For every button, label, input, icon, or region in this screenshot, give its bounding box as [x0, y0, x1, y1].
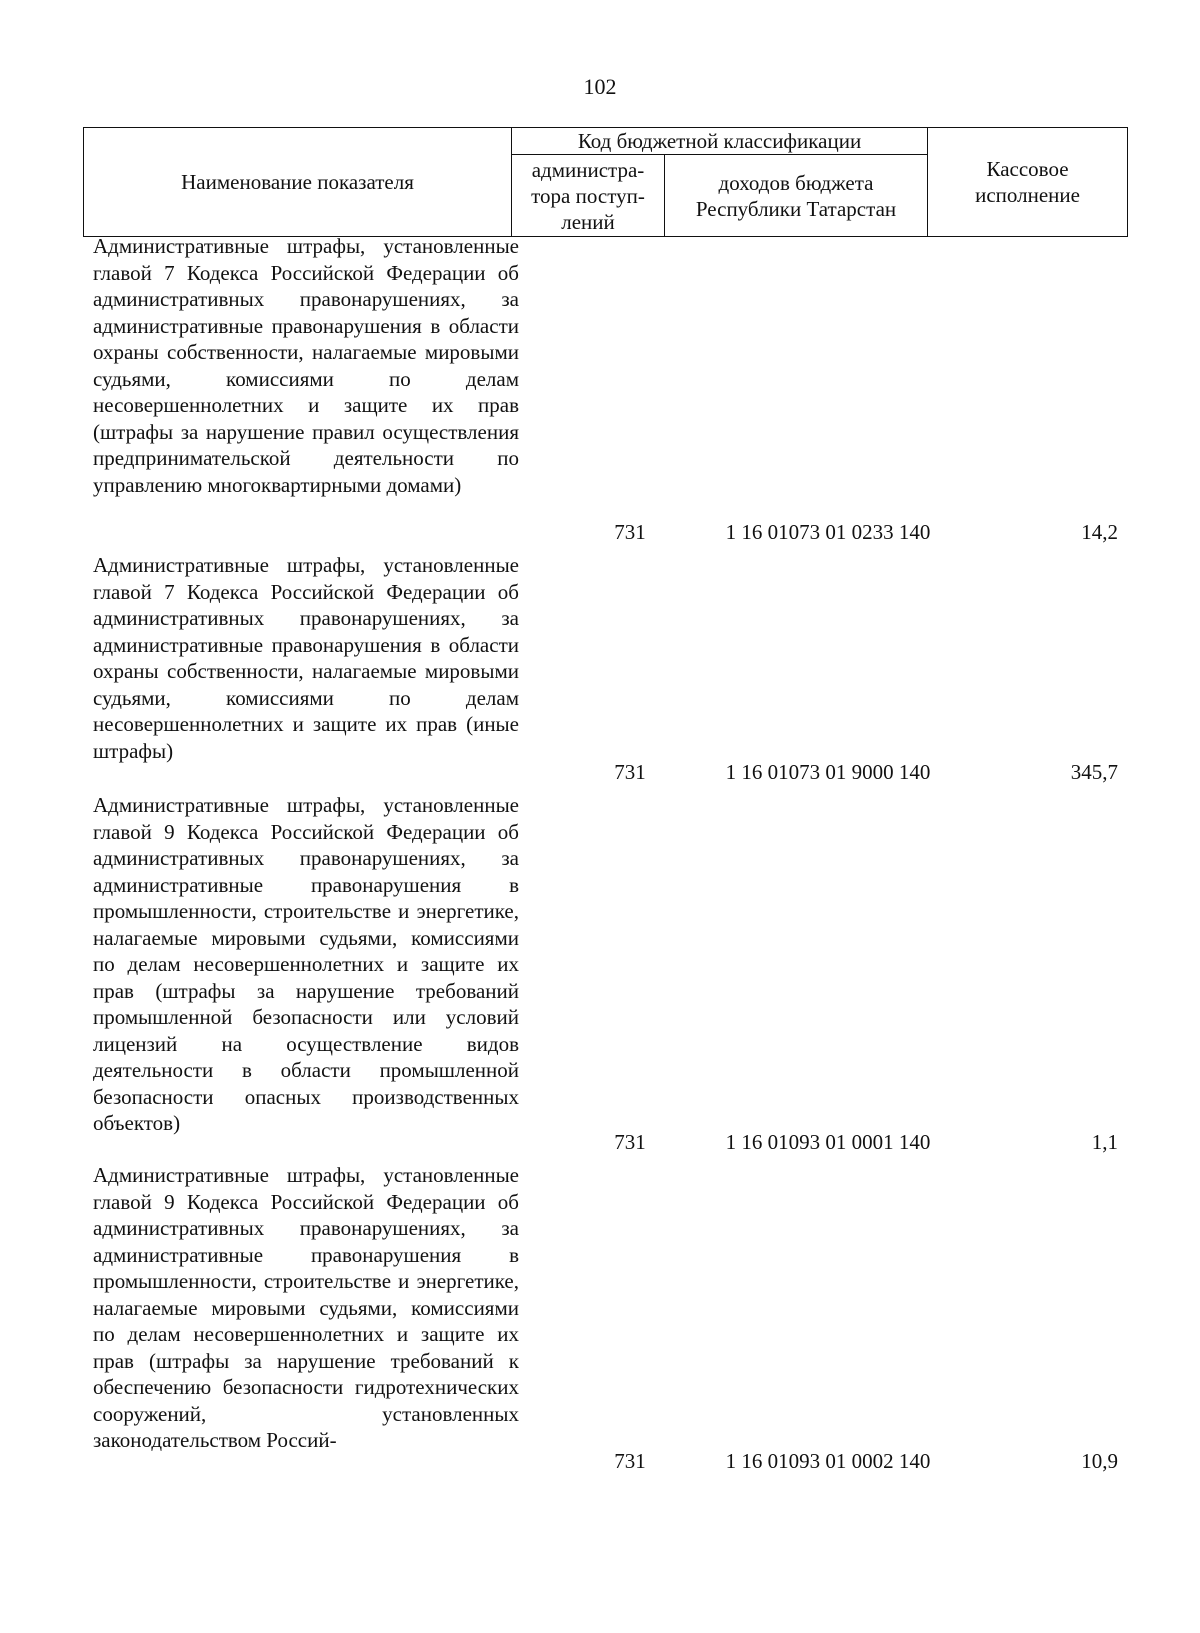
- page-number: 102: [583, 74, 617, 99]
- row-admin-code: 731: [614, 759, 646, 784]
- row-income-code: 1 16 01073 01 9000 140: [725, 759, 931, 784]
- row-name: Административные штрафы, установленные главой 9 Кодекса Российской Федерации об административных правонарушениях, за административные правонарушения в промышленности, строительстве и энергетике, налагаемые мировыми судьями, комиссиями по делам несовершеннолетних и защите их прав (штрафы за нарушение требований к обеспечению безопасности гидротехнических сооружений, установленных законодательством Россий-: [93, 1163, 519, 1452]
- row-admin-code: 731: [614, 519, 646, 544]
- row-name: Административные штрафы, установленные главой 9 Кодекса Российской Федерации об административных правонарушениях, за административные правонарушения в промышленности, строительстве и энергетике, налагаемые мировыми судьями, комиссиями по делам несовершеннолетних и защите их прав (штрафы за нарушение требований промышленной безопасности или условий лицензий на осуществление видов деятельности в области промышленной безопасности опасных производственных объектов): [93, 793, 519, 1135]
- column-group-budget-classification: Код бюджетной классификации: [512, 128, 928, 155]
- column-header-name: Наименование показателя: [84, 128, 512, 237]
- row-amount: 10,9: [1081, 1448, 1118, 1473]
- row-amount: 345,7: [1070, 759, 1118, 784]
- column-header-execution: Кассовое исполнение: [928, 128, 1128, 237]
- table-row: [93, 792, 1123, 1155]
- table-row: [93, 1162, 1123, 1474]
- table-header: [83, 127, 1128, 237]
- row-admin-code: 731: [614, 1129, 646, 1154]
- row-admin-code: 731: [614, 1448, 646, 1473]
- column-header-income: доходов бюджета Республики Татарстан: [665, 155, 928, 237]
- row-amount: 1,1: [1091, 1129, 1118, 1154]
- table-row: [93, 552, 1123, 785]
- row-name: Административные штрафы, установленные главой 7 Кодекса Российской Федерации об административных правонарушениях, за административные правонарушения в области охраны собственности, налагаемые мировыми судьями, комиссиями по делам несовершеннолетних и защите их прав (иные штрафы): [93, 553, 519, 763]
- row-income-code: 1 16 01093 01 0002 140: [725, 1448, 931, 1473]
- table-row: [93, 233, 1123, 545]
- row-income-code: 1 16 01073 01 0233 140: [725, 519, 931, 544]
- column-header-admin: администра-тора поступ-лений: [512, 155, 665, 237]
- row-income-code: 1 16 01093 01 0001 140: [725, 1129, 931, 1154]
- row-name: Административные штрафы, установленные главой 7 Кодекса Российской Федерации об административных правонарушениях, за административные правонарушения в области охраны собственности, налагаемые мировыми судьями, комиссиями по делам несовершеннолетних и защите их прав (штрафы за нарушение правил осуществления предпринимательской деятельности по управлению многоквартирными домами): [93, 234, 519, 497]
- row-amount: 14,2: [1081, 519, 1118, 544]
